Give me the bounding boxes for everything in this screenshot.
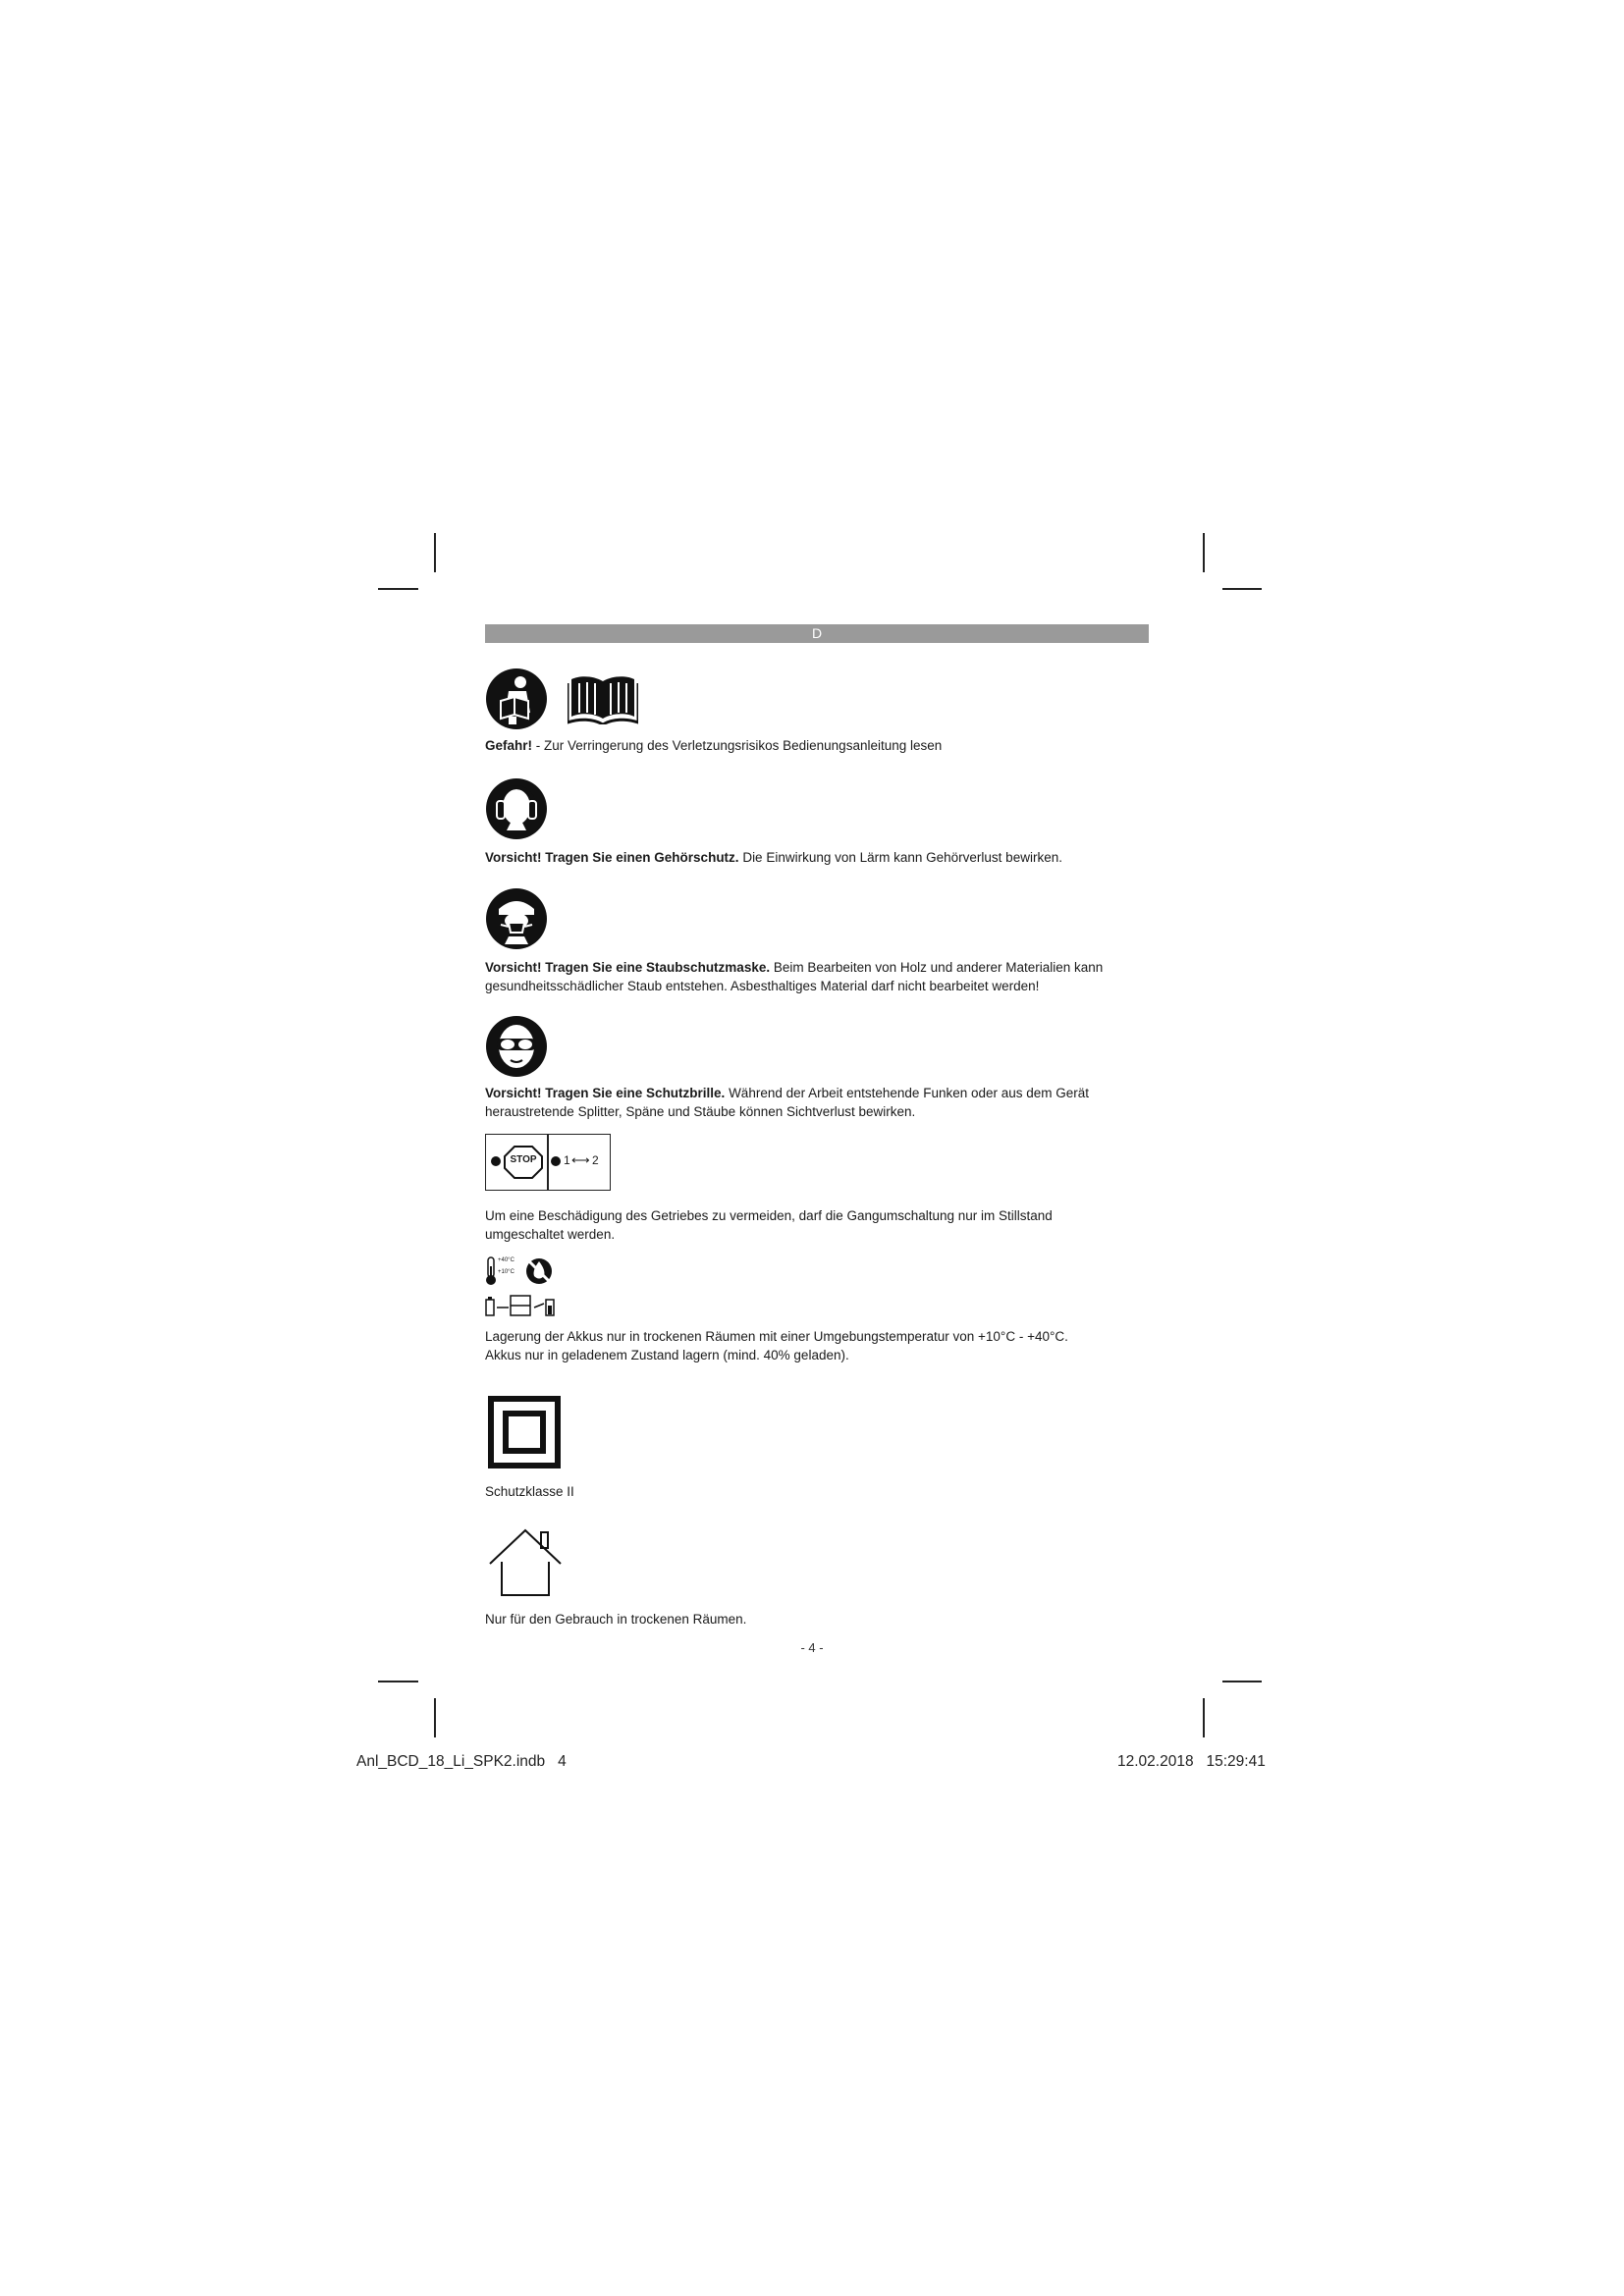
battery-shelf-icon xyxy=(485,1292,556,1317)
indoor-use-text: Nur für den Gebrauch in trockenen Räumen. xyxy=(485,1612,747,1627)
dust-mask-icon xyxy=(485,887,548,950)
battery-storage-line1: Lagerung der Akkus nur in trockenen Räumen mit einer Umgebungstemperatur von +10°C - +40°C. xyxy=(485,1329,1068,1344)
goggles-warning-bold: Vorsicht! Tragen Sie eine Schutzbrille. xyxy=(485,1086,726,1100)
read-manual-person-icon xyxy=(485,667,548,730)
manual-warning-bold: Gefahr! xyxy=(485,738,533,753)
language-header-bar xyxy=(485,624,1149,643)
stop-sign-label: STOP xyxy=(510,1154,537,1165)
hearing-warning-text xyxy=(485,848,1163,867)
crop-mark-top-left-vertical xyxy=(434,533,436,572)
safety-goggles-icon xyxy=(485,1015,548,1078)
protection-class-ii-icon xyxy=(488,1396,561,1468)
footer-datetime: 12.02.2018 15:29:41 xyxy=(1117,1753,1266,1770)
battery-storage-line2: Akkus nur in geladenem Zustand lagern (mind. 40% geladen). xyxy=(485,1348,849,1362)
temp-high-label: +40°C xyxy=(498,1257,514,1263)
hearing-warning-body: Die Einwirkung von Lärm kann Gehörverlust bewirken. xyxy=(738,850,1062,865)
battery-storage-text xyxy=(485,1327,1163,1364)
open-book-icon xyxy=(568,673,638,724)
indoor-use-house-icon xyxy=(488,1526,563,1597)
dust-warning-bold: Vorsicht! Tragen Sie eine Staubschutzmaske. xyxy=(485,960,771,975)
footer-filename: Anl_BCD_18_Li_SPK2.indb 4 xyxy=(356,1753,567,1770)
manual-warning-body: - Zur Verringerung des Verletzungsrisikos Bedienungsanleitung lesen xyxy=(532,738,943,753)
dust-warning-body: Beim Bearbeiten von Holz und anderer Materialien kann gesundheitsschädlicher Staub entstehen. Asbesthaltiges Material darf nicht bearbeitet werden! xyxy=(485,960,1104,993)
crop-mark-bottom-right-vertical xyxy=(1203,1698,1205,1737)
manual-warning-text xyxy=(485,736,1163,755)
battery-storage-pictogram xyxy=(485,1256,556,1319)
gear-shift-stop-pictogram xyxy=(485,1134,611,1191)
protection-class-text: Schutzklasse II xyxy=(485,1484,574,1499)
page-number: - 4 - xyxy=(800,1640,824,1655)
temp-low-label: +10°C xyxy=(498,1269,514,1275)
crop-mark-top-left-horizontal xyxy=(378,588,418,590)
goggles-warning-text xyxy=(485,1084,1163,1121)
goggles-warning-body: Während der Arbeit entstehende Funken oder aus dem Gerät heraustretende Splitter, Späne und Stäube können Sichtverlust bewirken. xyxy=(485,1086,1090,1119)
double-arrow-icon: ⟷ xyxy=(571,1152,590,1167)
step-two-dot xyxy=(551,1156,561,1166)
no-water-icon xyxy=(524,1256,554,1286)
hearing-protection-icon xyxy=(485,777,548,840)
crop-mark-bottom-left-vertical xyxy=(434,1698,436,1737)
crop-mark-top-right-horizontal xyxy=(1222,588,1262,590)
pictogram-divider xyxy=(547,1135,549,1190)
crop-mark-bottom-right-horizontal xyxy=(1222,1681,1262,1682)
gear-two-label: 2 xyxy=(592,1153,599,1167)
gear-one-label: 1 xyxy=(564,1153,570,1167)
thermometer-icon xyxy=(485,1256,497,1286)
gear-warning-text: Um eine Beschädigung des Getriebes zu vermeiden, darf die Gangumschaltung nur im Stillstand umgeschaltet werden. xyxy=(485,1208,1053,1242)
dust-warning-text xyxy=(485,958,1163,995)
crop-mark-top-right-vertical xyxy=(1203,533,1205,572)
language-label: D xyxy=(811,625,823,641)
step-one-dot xyxy=(491,1156,501,1166)
crop-mark-bottom-left-horizontal xyxy=(378,1681,418,1682)
hearing-warning-bold: Vorsicht! Tragen Sie einen Gehörschutz. xyxy=(485,850,739,865)
